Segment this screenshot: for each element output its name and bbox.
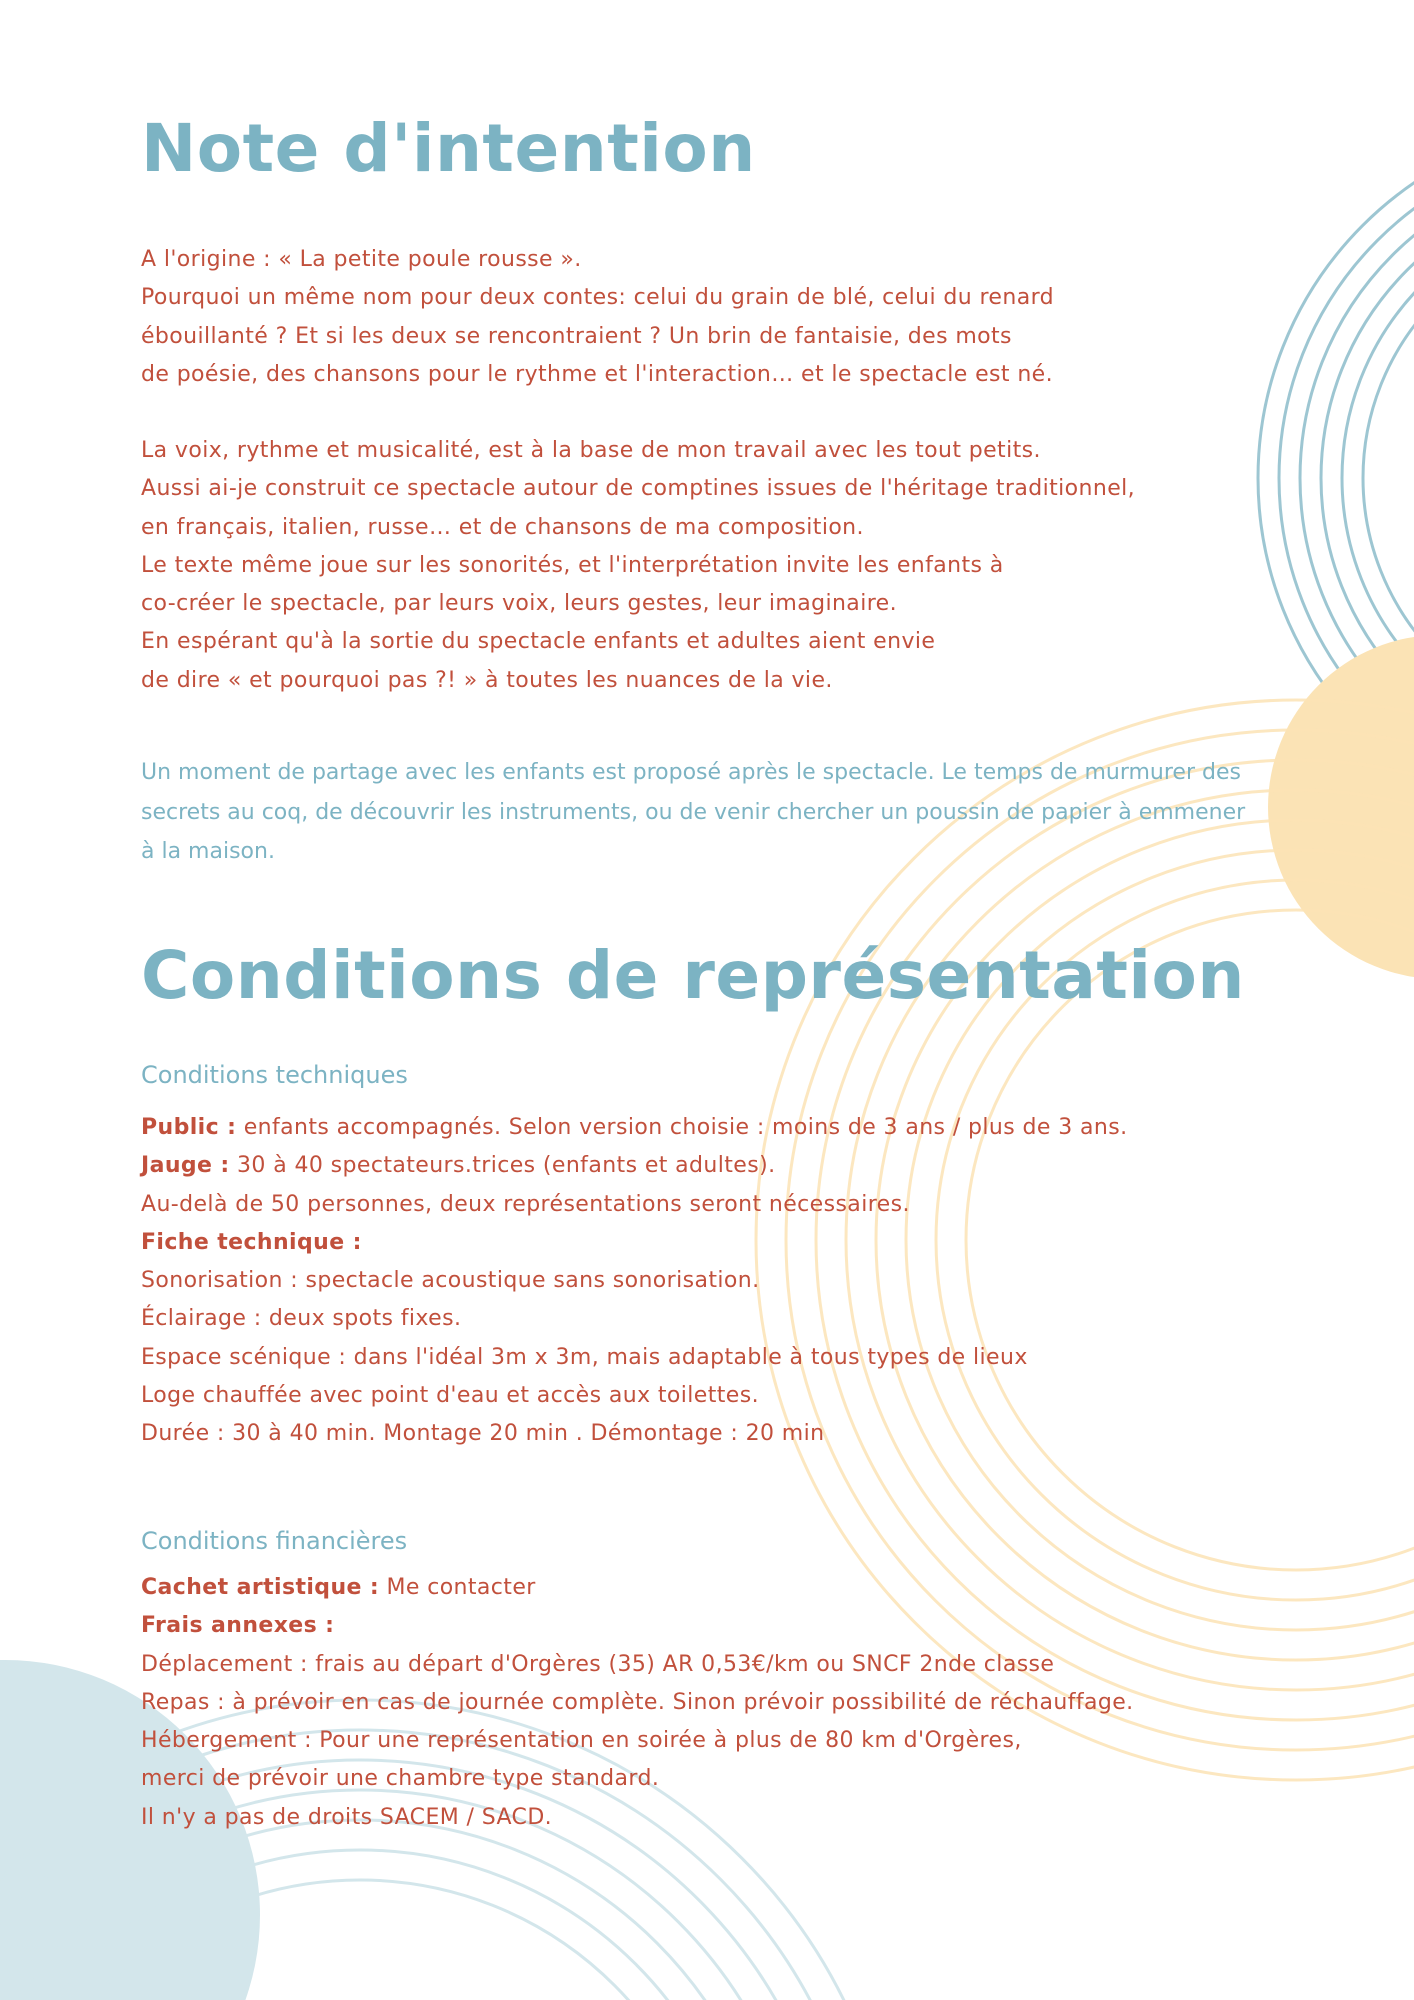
jauge-line xyxy=(141,1147,1127,1185)
jauge-note: Au-delà de 50 personnes, deux représentations seront nécessaires. xyxy=(141,1191,910,1217)
note-paragraph-1 xyxy=(141,241,1054,394)
text-line: Pourquoi un même nom pour deux contes: celui du grain de blé, celui du renard xyxy=(141,285,1055,311)
conditions-title: Conditions de représentation xyxy=(141,937,1245,1014)
note-paragraph-2 xyxy=(141,432,1135,700)
jauge-label: Jauge : xyxy=(141,1153,230,1179)
text-line: secrets au coq, de découvrir les instruments, ou de venir chercher un poussin de papier à emmener xyxy=(141,799,1246,825)
fiche-item: Loge chauffée avec point d'eau et accès aux toilettes. xyxy=(141,1383,759,1409)
jauge-text: 30 à 40 spectateurs.trices (enfants et adultes). xyxy=(229,1153,776,1179)
fiche-item: Durée : 30 à 40 min. Montage 20 min . Démontage : 20 min xyxy=(141,1421,825,1447)
text-line: de poésie, des chansons pour le rythme et l'interaction… et le spectacle est né. xyxy=(141,361,1053,387)
frais-label: Frais annexes : xyxy=(141,1613,335,1639)
technique-subtitle: Conditions techniques xyxy=(141,1061,408,1089)
financiere-subtitle: Conditions financières xyxy=(141,1527,408,1555)
text-line: ébouillanté ? Et si les deux se rencontraient ? Un brin de fantaisie, des mots xyxy=(141,323,1012,349)
frais-item: merci de prévoir une chambre type standard. xyxy=(141,1766,660,1792)
text-line: A l'origine : « La petite poule rousse ». xyxy=(141,247,582,272)
frais-item: Hébergement : Pour une représentation en soirée à plus de 80 km d'Orgères, xyxy=(141,1728,1022,1754)
fiche-item: Éclairage : deux spots fixes. xyxy=(141,1306,462,1332)
text-line: co-créer le spectacle, par leurs voix, leurs gestes, leur imaginaire. xyxy=(141,591,897,617)
frais-item: Il n'y a pas de droits SACEM / SACD. xyxy=(141,1804,553,1830)
text-line: En espérant qu'à la sortie du spectacle enfants et adultes aient envie xyxy=(141,629,936,655)
fiche-label: Fiche technique : xyxy=(141,1229,362,1255)
frais-item: Déplacement : frais au départ d'Orgères (35) AR 0,53€/km ou SNCF 2nde classe xyxy=(141,1651,1055,1677)
financiere-block xyxy=(141,1569,1134,1837)
fiche-item: Espace scénique : dans l'idéal 3m x 3m, mais adaptable à tous types de lieux xyxy=(141,1344,1028,1370)
cachet-line xyxy=(141,1569,1134,1607)
text-line: en français, italien, russe… et de chansons de ma composition. xyxy=(141,514,864,540)
text-line: Un moment de partage avec les enfants est proposé après le spectacle. Le temps de murmurer des xyxy=(141,760,1241,785)
text-line: Aussi ai-je construit ce spectacle autour de comptines issues de l'héritage traditionnel, xyxy=(141,476,1136,502)
note-title: Note d'intention xyxy=(141,110,756,187)
fiche-item: Sonorisation : spectacle acoustique sans sonorisation. xyxy=(141,1268,760,1294)
text-line: Le texte même joue sur les sonorités, et l'interprétation invite les enfants à xyxy=(141,552,1004,578)
note-paragraph-3 xyxy=(141,753,1245,872)
cachet-label: Cachet artistique : xyxy=(141,1575,380,1600)
cachet-text: Me contacter xyxy=(379,1575,536,1600)
frais-item: Repas : à prévoir en cas de journée complète. Sinon prévoir possibilité de réchauffage. xyxy=(141,1689,1134,1715)
text-line: La voix, rythme et musicalité, est à la base de mon travail avec les tout petits. xyxy=(141,438,1041,463)
public-text: enfants accompagnés. Selon version choisie : moins de 3 ans / plus de 3 ans. xyxy=(236,1115,1128,1140)
public-label: Public : xyxy=(141,1115,237,1140)
technique-block xyxy=(141,1109,1127,1454)
public-line xyxy=(141,1109,1127,1147)
text-line: à la maison. xyxy=(141,839,275,864)
text-line: de dire « et pourquoi pas ?! » à toutes les nuances de la vie. xyxy=(141,667,833,693)
